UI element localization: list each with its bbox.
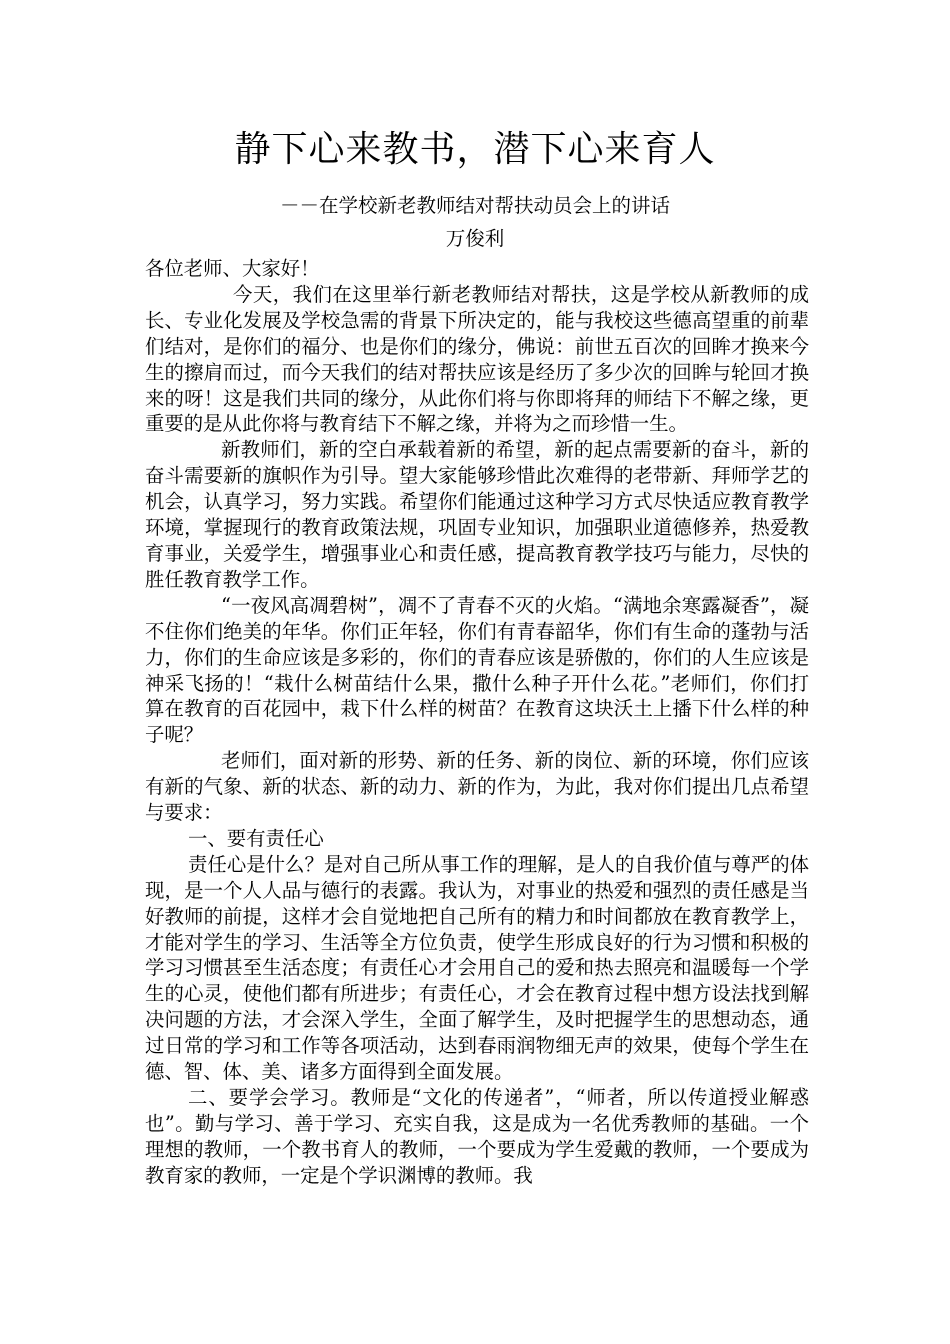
author-name: 万俊利 [445, 227, 505, 250]
document-title: 静下心来教书，潜下心来育人 [234, 129, 716, 170]
paragraph: 今天，我们在这里举行新老教师结对帮扶，这是学校从新教师的成长、专业化发展及学校急需的背景下所决定的，能与我校这些德高望重的前辈们结对，是你们的福分、也是你们的缘分，佛说：前世五百次的回眸才换来今生的擦肩而过，而今天我们的结对帮扶应该是经历了多少次的回眸与轮回才换来的呀！这是我们共同的缘分，从此你们将与你即将拜的师结下不解之缘，更重要的是从此你将与教育结下不解之缘，并将为之而珍惜一生。 [145, 282, 809, 436]
section-heading: 一、要有责任心 [188, 826, 324, 850]
document-subtitle: －－在学校新老教师结对帮扶动员会上的讲话 [279, 194, 670, 217]
paragraph: 二、要学会学习。教师是“文化的传递者”，“师者，所以传道授业解惑也”。勤与学习、善于学习、充实自我，这是成为一名优秀教师的基础。一个理想的教师，一个教书育人的教师，一个要成为学生爱戴的教师，一个要成为教育家的教师，一定是个学识渊博的教师。我 [145, 1086, 809, 1187]
speech-body [145, 256, 809, 1189]
paragraph: 责任心是什么？是对自己所从事工作的理解，是人的自我价值与尊严的体现，是一个人人品与德行的表露。我认为，对事业的热爱和强烈的责任感是当好教师的前提，这样才会自觉地把自己所有的精力和时间都放在教育教学上，才能对学生的学习、生活等全方位负责，使学生形成良好的行为习惯和积极的学习习惯甚至生活态度；有责任心才会用自己的爱和热去照亮和温暖每一个学生的心灵，使他们都有所进步；有责任心，才会在教育过程中想方设法找到解决问题的方法，才会深入学生，全面了解学生，及时把握学生的思想动态，通过日常的学习和工作等各项活动，达到春雨润物细无声的效果，使每个学生在德、智、体、美、诸多方面得到全面发展。 [145, 852, 809, 1084]
paragraph: 新教师们，新的空白承载着新的希望，新的起点需要新的奋斗，新的奋斗需要新的旗帜作为引导。望大家能够珍惜此次难得的老带新、拜师学艺的机会，认真学习，努力实践。希望你们能通过这种学习方式尽快适应教育教学环境，掌握现行的教育政策法规，巩固专业知识，加强职业道德修养，热爱教育事业，关爱学生，增强事业心和责任感，提高教育教学技巧与能力，尽快的胜任教育教学工作。 [145, 438, 809, 591]
paragraph: “一夜风高凋碧树”，凋不了青春不灭的火焰。“满地余寒露凝香”，凝不住你们绝美的年华。你们正年轻，你们有青春韶华，你们有生命的蓬勃与活力，你们的生命应该是多彩的，你们的青春应该是骄傲的，你们的人生应该是神采飞扬的！“栽什么树苗结什么果，撒什么种子开什么花。”老师们，你们打算在教育的百花园中，栽下什么样的树苗？在教育这块沃土上播下什么样的种子呢？ [145, 593, 809, 747]
greeting: 各位老师、大家好！ [145, 257, 320, 280]
paragraph: 老师们，面对新的形势、新的任务、新的岗位、新的环境，你们应该有新的气象、新的状态、新的动力、新的作为，为此，我对你们提出几点希望与要求： [145, 749, 809, 825]
